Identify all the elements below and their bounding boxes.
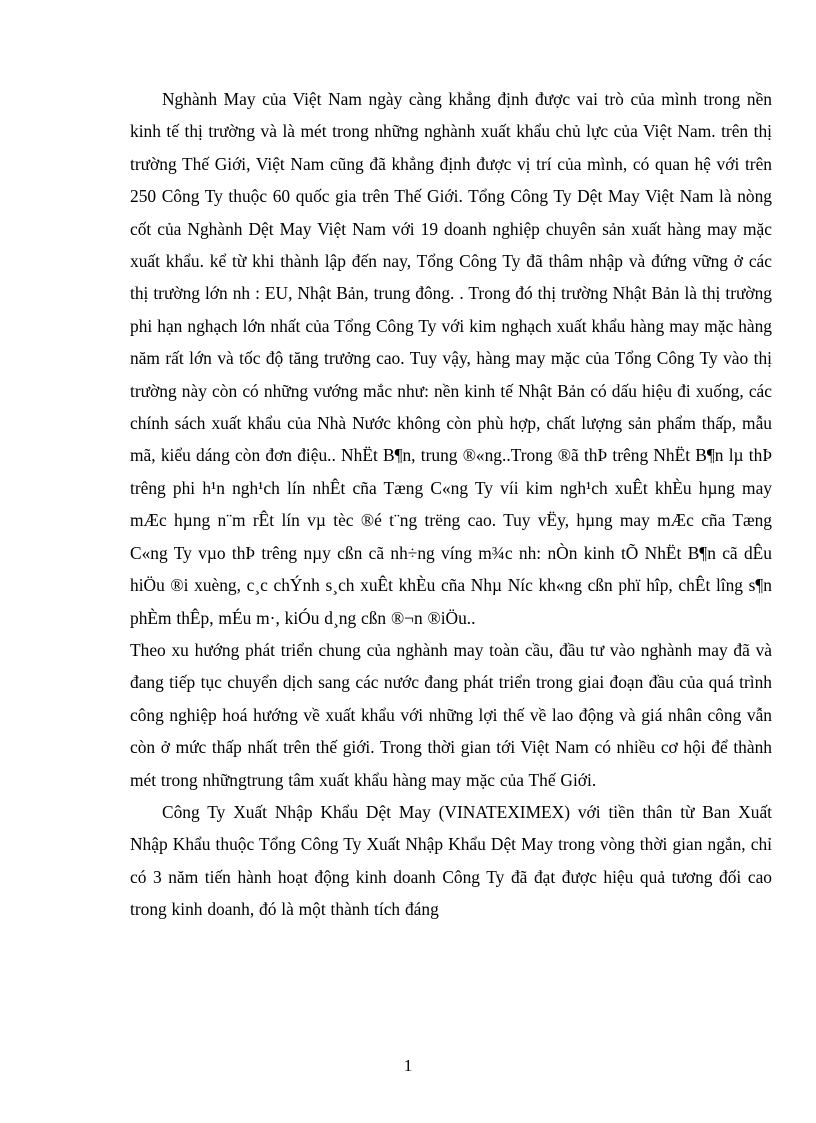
paragraph-global-trend: Theo xu hướng phát triển chung của nghành may toàn cầu, đầu tư vào nghành may đã và đang tiếp tục chuyển dịch sang các nước đang phát triển trong giai đoạn đầu của quá trình công nghiệp hoá hướng về xuất khẩu với những lợi thế về lao động và giá nhân công vẫn còn ở mức thấp nhất trên thế giới. Trong thời gian tới Việt Nam có nhiều cơ hội để thành mét trong nhữngtrung tâm xuất khẩu hàng may mặc của Thế Giới.	[130, 639, 772, 790]
document-body	[130, 83, 772, 926]
paragraph-garment-industry-overview: Nghành May của Việt Nam ngày càng khẳng định được vai trò của mình trong nền kinh tế thị trường và là mét trong những nghành xuất khẩu chủ lực của Việt Nam. trên thị trường Thế Giới, Việt Nam cũng đã khẳng định được vị trí của mình, có quan hệ với trên 250 Công Ty thuộc 60 quốc gia trên Thế Giới. Tổng Công Ty Dệt May Việt Nam là nòng cốt của Nghành Dệt May Việt Nam với 19 doanh nghiệp chuyên sản xuất hàng may mặc xuất khẩu. kể từ khi thành lập đến nay, Tổng Công Ty đã thâm nhập và đứng vững ở các thị trường lớn nh : EU, Nhật Bản, trung đông. . Trong đó thị trường Nhật Bản là thị trường phi hạn nghạch lớn nhất của Tổng Công Ty với kim nghạch xuất khẩu hàng may mặc hàng năm rất lớn và tốc độ tăng trưởng cao. Tuy vậy, hàng may mặc của Tổng Công Ty vào thị trường này còn có những vướng mắc như: nền kinh tế Nhật Bản có dấu hiệu đi xuống, các chính sách xuất khẩu của Nhà Nước không còn phù hợp, chất lượng sản phẩm thấp, mẫu mã, kiểu dáng còn đơn điệu.. NhËt B¶n, trung ®«ng..Trong ®ã thÞ trêng NhËt B¶n lµ thÞ trêng phi h¹n ngh¹ch lín nhÊt cña Tæng C«ng Ty víi kim ngh¹ch xuÊt khÈu hµng may mÆc hµng n¨m rÊt lín vµ tèc ®é t¨ng trëng cao. Tuy vËy, hµng may mÆc cña Tæng C«ng Ty vµo thÞ trêng nµy cßn cã nh÷ng víng m¾c nh: nÒn kinh tÕ NhËt B¶n cã dÊu hiÖu ®i xuèng, c¸c chÝnh s¸ch xuÊt khÈu cña Nhµ Níc kh«ng cßn phï hîp, chÊt lîng s¶n phÈm thÊp, mÉu m·, kiÓu d¸ng cßn ®¬n ®iÖu..	[130, 89, 772, 628]
paragraph-vinateximex: Công Ty Xuất Nhập Khẩu Dệt May (VINATEXIMEX) với tiền thân từ Ban Xuất Nhập Khẩu thuộc Tổng Công Ty Xuất Nhập Khẩu Dệt May trong vòng thời gian ngắn, chỉ có 3 năm tiến hành hoạt động kinh doanh Công Ty đã đạt được hiệu quả tương đối cao trong kinh doanh, đó là một thành tích đáng	[130, 801, 772, 920]
page-number: 1	[403, 1056, 413, 1075]
